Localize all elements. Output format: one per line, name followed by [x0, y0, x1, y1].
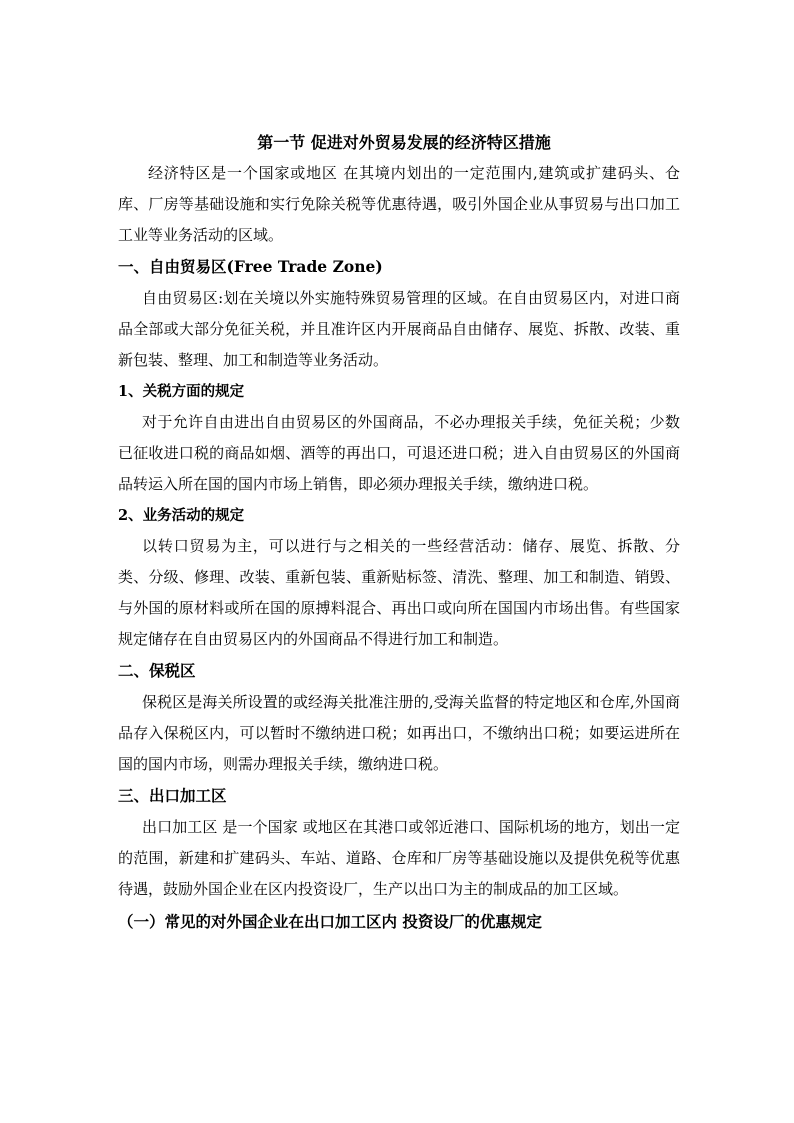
- subsection-heading-preferential-rules: （一）常见的对外国企业在出口加工区内 投资设厂的优惠规定: [118, 912, 542, 931]
- free-trade-zone-paragraph: 自由贸易区:划在关境以外实施特殊贸易管理的区域。在自由贸易区内，对进口商品全部或大部分免征关税，并且准许区内开展商品自由储存、展览、拆散、改装、重新包装、整理、加工和制造等业务活动。: [118, 289, 680, 369]
- export-processing-zone-paragraph: 出口加工区 是一个国家 或地区在其港口或邻近港口、国际机场的地方，划出一定的范围，新建和扩建码头、车站、道路、仓库和厂房等基础设施以及提供免税等优惠待遇，鼓励外国企业在区内投资设厂，生产以出口为主的制成品的加工区域。: [118, 818, 680, 898]
- intro-paragraph: 经济特区是一个国家或地区 在其境内划出的一定范围内,建筑或扩建码头、仓库、厂房等基础设施和实行免除关税等优惠待遇，吸引外国企业从事贸易与出口加工工业等业务活动的区域。: [118, 164, 680, 244]
- page-title: 第一节 促进对外贸易发展的经济特区措施: [257, 133, 551, 152]
- tariff-paragraph: 对于允许自由进出自由贸易区的外国商品，不必办理报关手续，免征关税；少数已征收进口税的商品如烟、酒等的再出口，可退还进口税；进入自由贸易区的外国商品转运入所在国的国内市场上销售，即必须办理报关手续，缴纳进口税。: [118, 413, 680, 493]
- bonded-zone-paragraph: 保税区是海关所设置的或经海关批准注册的,受海关监督的特定地区和仓库,外国商品存入保税区内，可以暂时不缴纳进口税；如再出口，不缴纳出口税；如要运进所在国的国内市场，则需办理报关手续，缴纳进口税。: [118, 693, 680, 773]
- subsection-heading-business: 2、业务活动的规定: [118, 507, 245, 524]
- subsection-heading-tariff: 1、关税方面的规定: [118, 383, 245, 400]
- section-heading-free-trade-zone: 一、自由贸易区(Free Trade Zone): [118, 257, 383, 276]
- section-heading-bonded-zone: 二、保税区: [118, 661, 196, 680]
- document-page: [118, 128, 680, 938]
- business-paragraph: 以转口贸易为主，可以进行与之相关的一些经营活动：储存、展览、拆散、分类、分级、修理、改装、重新包装、重新贴标签、清洗、整理、加工和制造、销毁、与外国的原材料或所在国的原搏料混合、再出口或向所在国国内市场出售。有些国家规定储存在自由贸易区内的外国商品不得进行加工和制造。: [118, 537, 680, 648]
- section-heading-export-processing-zone: 三、出口加工区: [118, 786, 227, 805]
